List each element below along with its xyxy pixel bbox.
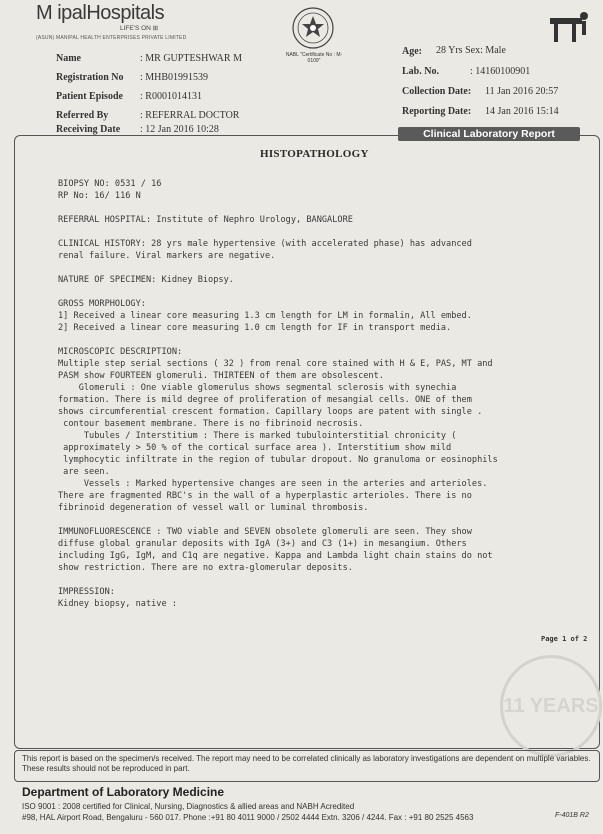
hospital-subtitle: (ASUN) MANIPAL HEALTH ENTERPRISES PRIVATE LIMITED: [36, 35, 187, 41]
report-line: 2] Received a linear core measuring 1.0 cm length for IF in transport media.: [58, 323, 452, 333]
clinical-report-banner: Clinical Laboratory Report: [398, 127, 580, 141]
section-title: HISTOPATHOLOGY: [260, 148, 369, 160]
report-line: approximately > 50 % of the cortical surface area ). Interstitium show mild: [58, 443, 452, 453]
episode-label: Patient Episode: [56, 91, 123, 102]
report-line: BIOPSY NO: 0531 / 16: [58, 179, 162, 189]
age-label: Age:: [402, 46, 422, 57]
report-line: lymphocytic infiltrate in the region of tubular dropout. No granuloma or eosinophils: [58, 455, 498, 465]
receiving-date-value: : 12 Jan 2016 10:28: [140, 124, 219, 135]
reporting-date-value: 14 Jan 2016 15:14: [485, 106, 559, 117]
report-line: Multiple step serial sections ( 32 ) from renal core stained with H & E, PAS, MT and: [58, 359, 493, 369]
address-text: #98, HAL Airport Road, Bengaluru - 560 017. Phone :+91 80 4011 9000 / 2502 4444 Extn. 3206 / 4244. Fax : +91 80 2525 4563: [22, 813, 474, 822]
hospital-tagline: LIFE'S ON ⊞: [120, 25, 159, 32]
report-line: diffuse global granular deposits with IgA (3+) and C3 (1+) in mesangium. Others: [58, 539, 467, 549]
age-sex-value: 28 Yrs Sex: Male: [436, 45, 506, 56]
report-text: [58, 178, 498, 610]
report-line: [58, 262, 498, 274]
hospital-logo-text: M ipalHospitals: [36, 2, 165, 24]
collection-date-value: 11 Jan 2016 20:57: [485, 86, 559, 97]
report-line: IMMUNOFLUORESCENCE : TWO viable and SEVEN obsolete glomeruli are seen. They show: [58, 527, 472, 537]
report-line: contour basement membrane. There is no fibrinoid necrosis.: [58, 419, 364, 429]
report-line: Kidney biopsy, native :: [58, 599, 177, 609]
reporting-date-label: Reporting Date:: [402, 106, 472, 117]
report-line: [58, 334, 498, 346]
lab-no-value: : 14160100901: [470, 66, 531, 77]
report-line: fibrinoid degeneration of vessel wall or luminal thrombosis.: [58, 503, 369, 513]
report-line: CLINICAL HISTORY: 28 yrs male hypertensive (with accelerated phase) has advanced: [58, 239, 472, 249]
report-line: RP No: 16/ 116 N: [58, 191, 141, 201]
form-code: F-401B R2: [555, 812, 589, 819]
episode-value: : R0001014131: [140, 91, 202, 102]
anniversary-watermark: 11 YEARS: [500, 655, 602, 757]
report-line: including IgG, IgM, and C1q are negative. Kappa and Lambda light chain stains do not: [58, 551, 493, 561]
lab-no-label: Lab. No.: [402, 66, 439, 77]
report-line: formation. There is mild degree of proliferation of mesangial cells. ONE of them: [58, 395, 472, 405]
report-line: GROSS MORPHOLOGY:: [58, 299, 146, 309]
report-line: Tubules / Interstitium : There is marked tubulointerstitial chronicity (: [58, 431, 457, 441]
report-line: [58, 574, 498, 586]
report-line: shows circumferential crescent formation. Capillary loops are patent with single .: [58, 407, 483, 417]
disclaimer-text: This report is based on the specimen/s received. The report may need to be correlated clinically as laboratory investigations are dependent on multiple variables. These results should not be reproduced in part.: [22, 754, 591, 773]
report-line: [58, 286, 498, 298]
report-line: [58, 514, 498, 526]
registration-value: : MHB01991539: [140, 72, 209, 83]
report-line: show restriction. There are no extra-glomerular deposits.: [58, 563, 353, 573]
receiving-date-label: Receiving Date: [56, 124, 121, 135]
report-line: renal failure. Viral markers are negative.: [58, 251, 276, 261]
report-line: REFERRAL HOSPITAL: Institute of Nephro Urology, BANGALORE: [58, 215, 353, 225]
report-line: Vessels : Marked hypertensive changes are seen in the arteries and arterioles.: [58, 479, 488, 489]
report-line: [58, 202, 498, 214]
report-line: 1] Received a linear core measuring 1.3 cm length for LM in formalin, All embed.: [58, 311, 472, 321]
table-person-icon: [548, 10, 590, 44]
collection-date-label: Collection Date:: [402, 86, 472, 97]
report-line: PASM show FOURTEEN glomeruli. THIRTEEN of them are obsolescent.: [58, 371, 384, 381]
referred-by-value: : REFERRAL DOCTOR: [140, 110, 240, 121]
report-line: are seen.: [58, 467, 110, 477]
department-title: Department of Laboratory Medicine: [22, 785, 225, 799]
report-line: MICROSCOPIC DESCRIPTION:: [58, 347, 183, 357]
referred-by-label: Referred By: [56, 110, 109, 121]
registration-label: Registration No: [56, 72, 124, 83]
report-line: IMPRESSION:: [58, 587, 115, 597]
iso-certification-text: ISO 9001 : 2008 certified for Clinical, Nursing, Diagnostics & allied areas and NABH Acredited: [22, 802, 355, 811]
patient-name-label: Name: [56, 53, 81, 64]
report-line: There are fragmented RBC's in the wall of a hyperplastic arterioles. There is no: [58, 491, 472, 501]
page-number: Page 1 of 2: [541, 635, 588, 643]
report-line: Glomeruli : One viable glomerulus shows segmental sclerosis with synechia: [58, 383, 457, 393]
patient-name-value: : MR GUPTESHWAR M: [140, 53, 242, 64]
report-line: [58, 226, 498, 238]
report-line: NATURE OF SPECIMEN: Kidney Biopsy.: [58, 275, 234, 285]
nabl-certificate-text: NABL "Certificate No : M-0109": [285, 52, 343, 64]
